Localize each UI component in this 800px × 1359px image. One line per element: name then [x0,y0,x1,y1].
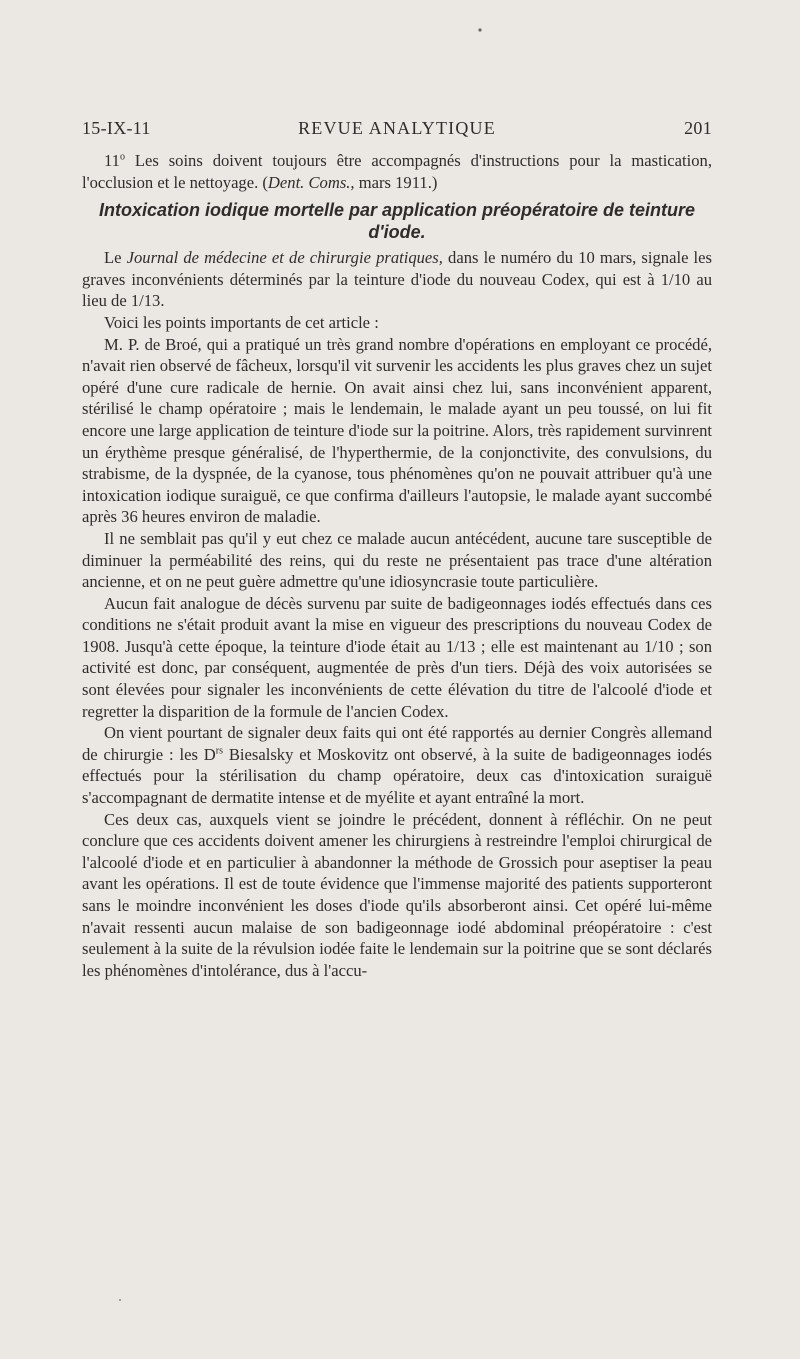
paragraph-intro [82,150,712,193]
speck [119,1299,121,1301]
superscript: rs [215,745,223,757]
text-run: Biesalsky et Moskovitz ont observé, à la suite de badigeonnages iodés effectués pour la stérilisation du champ opératoire, deux cas d'intoxication suraiguë s'accompagnant de dermatite intense et de myélite et ayant entraîné la mort. [82,744,712,808]
text-run: mars 1911.) [354,172,438,192]
citation-italic: Dent. Coms., [267,172,355,192]
header-date: 15-IX-11 [82,118,151,138]
article-body [82,150,712,981]
journal-name-italic: Journal de médecine et de chirurgie pratiques, [126,248,443,268]
text-run: 11 [104,151,120,170]
paragraph-5: Aucun fait analogue de décès survenu par suite de badigeonnages iodés effectués dans ces conditions ne s'était produit avant la mise en vigueur des prescriptions du nouveau Codex de 1908. Jusqu'à cette époque, la teinture d'iode était au 1/13 ; elle est maintenant au 1/10 ; son activité est donc, par conséquent, augmentée de près d'un tiers. Déjà des voix autorisées se sont élevées pour signaler les inconvénients de cette élévation du titre de l'alcoolé d'iode et regretter la disparition de la formule de l'ancien Codex. [82,593,712,721]
paragraph-1 [82,247,712,312]
superscript: o [119,151,125,163]
speck [478,28,481,31]
paragraph-2: Voici les points importants de cet article : [104,312,379,332]
text-run: On vient pourtant de signaler deux faits qui ont été rapportés au dernier Congrès allemand de chirurgie : les D [82,723,712,764]
paragraph-6 [82,722,712,808]
paragraph-4: Il ne semblait pas qu'il y eut chez ce malade aucun antécédent, aucune tare susceptible de diminuer la perméabilité des reins, qui du reste ne présentaient pas trace d'une altération ancienne, et on ne peut guère admettre qu'une idiosyncrasie toute particulière. [82,528,712,592]
paragraph-7: Ces deux cas, auxquels vient se joindre le précédent, donnent à réfléchir. On ne peut conclure que ces accidents doivent amener les chirurgiens à restreindre l'emploi chirurgical de l'alcoolé d'iode et en particulier à abandonner la méthode de Grossich pour aseptiser la peau avant les opérations. Il est de toute évidence que l'immense majorité des patients supporteront sans le moindre inconvénient les doses d'iode qu'ils absorberont ainsi. Cet opéré lui-même n'avait ressenti aucun malaise de son badigeonnage iodé abdominal préopératoire : c'est seulement à la suite de la révulsion iodée faite le lendemain sur la poitrine que se sont déclarés les phénomènes d'intolérance, dus à l'accu- [82,809,712,980]
article-title: Intoxication iodique mortelle par application préopératoire de teinture d'iode. [98,200,696,243]
page-number: 201 [684,118,712,138]
running-header [82,118,712,142]
text-run: Le [104,248,127,268]
text-run: dans le numéro du 10 mars, signale les graves inconvénients déterminés par la teinture d'iode du nouveau Codex, qui est à 1/10 au lieu de 1/13. [82,248,712,311]
paragraph-3: M. P. de Broé, qui a pratiqué un très grand nombre d'opérations en employant ce procédé, n'avait rien observé de fâcheux, lorsqu'il vit survenir les accidents les plus graves chez un sujet opéré d'une cure radicale de hernie. On avait ainsi chez lui, sans inconvénient apparent, stérilisé le champ opératoire ; mais le lendemain, le malade ayant un peu toussé, on lui fit encore une large application de teinture d'iode sur la poitrine. Alors, très rapidement survinrent un érythème presque généralisé, de l'hyperthermie, de la conjonctivite, des convulsions, du strabisme, de la dyspnée, de la cyanose, tous phénomènes qu'on ne pouvait attribuer qu'à une intoxication iodique suraiguë, ce que confirma d'ailleurs l'autopsie, le malade ayant succombé après 36 heures environ de maladie. [82,334,712,527]
text-run: Les soins doivent toujours être accompagnés d'instructions pour la mastication, l'occlusion et le nettoyage. ( [82,151,712,192]
header-journal-title: REVUE ANALYTIQUE [298,118,496,138]
